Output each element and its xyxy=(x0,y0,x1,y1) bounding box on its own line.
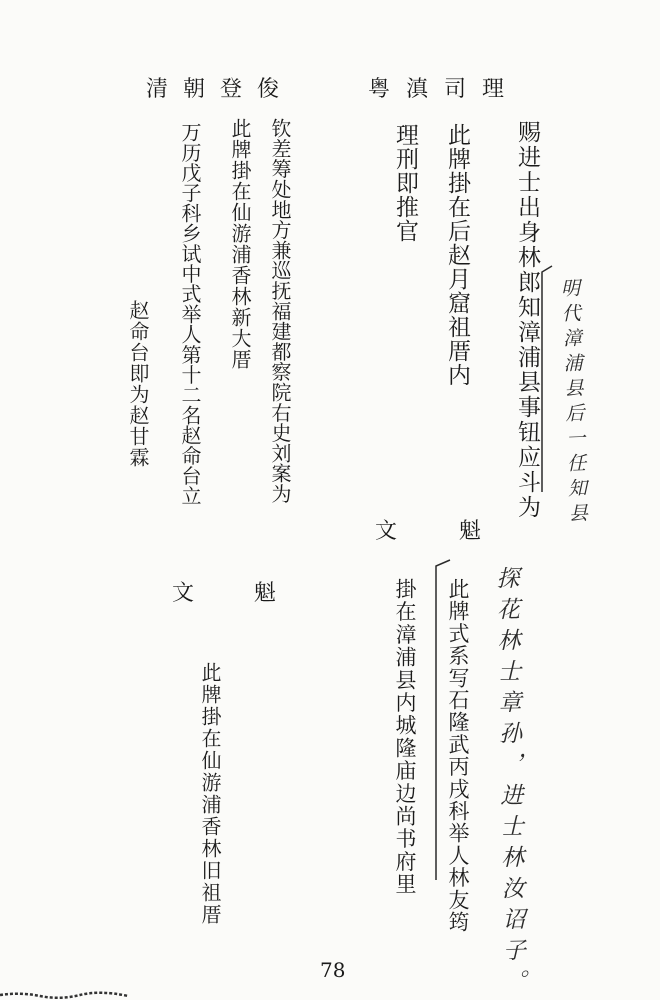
scan-edge-mark xyxy=(0,990,130,1000)
wenkui-left: 文魁 xyxy=(172,581,337,606)
column-5: 此牌掛在仙游浦香林新大厝 xyxy=(228,118,252,370)
column-9: 掛在漳浦县内城隆庙边尚书府里 xyxy=(393,578,417,896)
handwritten-note-top: 明代漳浦县后一任知县 xyxy=(557,277,589,529)
bracket-mark-bottom xyxy=(420,556,460,886)
column-3: 理刑即推官 xyxy=(392,123,418,243)
handwritten-note-bottom: 探花林士章孙，进士林汝诏子。 xyxy=(492,565,526,1000)
column-8: 此牌式系写石隆武丙戌科举人林友筠 xyxy=(446,578,470,934)
column-2: 此牌掛在后赵月窟祖厝内 xyxy=(444,123,470,387)
column-10: 此牌掛在仙游浦香林旧祖厝 xyxy=(198,662,222,926)
wenkui-right: 文魁 xyxy=(375,519,544,544)
page-number: 78 xyxy=(320,958,346,982)
bracket-mark-top xyxy=(530,262,570,498)
column-1: 赐进士出身林郎知漳浦县事钮应斗为 xyxy=(514,120,540,520)
column-6: 万历戊子科乡试中式举人第十二名赵命台立 xyxy=(178,122,202,506)
header-left: 清朝登俊 xyxy=(146,77,295,102)
header-right: 粤滇司理 xyxy=(368,77,521,102)
column-7: 赵命台即为赵甘霖 xyxy=(126,300,150,468)
column-4: 钦差筹处地方兼巡抚福建都察院右史刘案为 xyxy=(268,118,292,504)
